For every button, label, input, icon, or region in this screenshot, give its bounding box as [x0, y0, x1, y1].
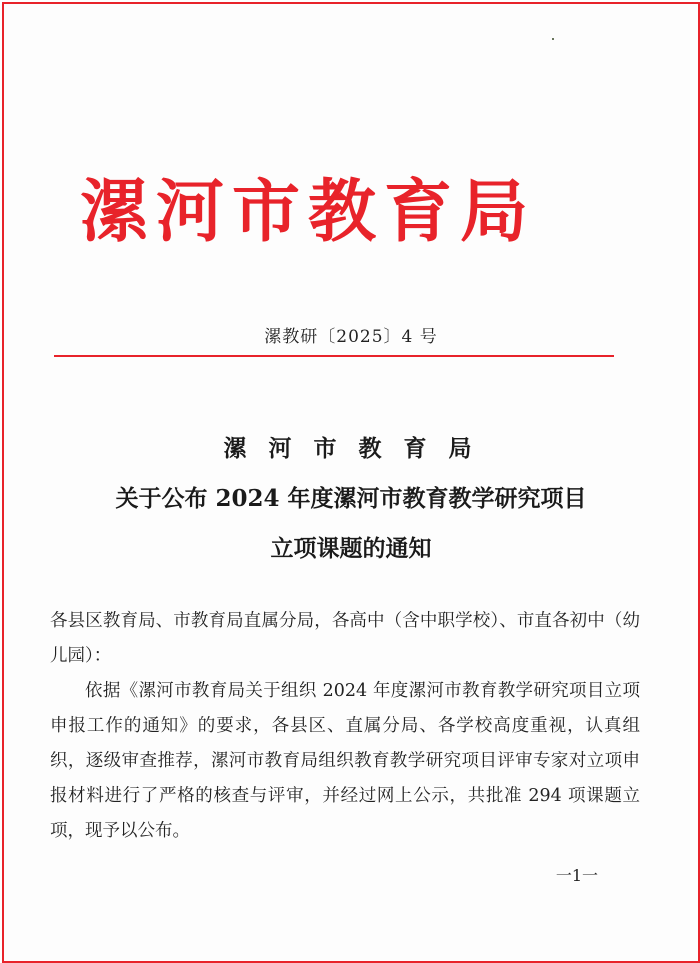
letterhead-issuer-name: 漯河市教育局 [80, 172, 537, 252]
document-title [4, 424, 698, 574]
page-number: 一1一 [555, 866, 598, 885]
title-line-subject: 关于公布 2024 年度漯河市教育教学研究项目 [115, 485, 587, 512]
document-body [50, 604, 640, 849]
body-paragraph: 依据《漯河市教育局关于组织 2024 年度漯河市教育教学研究项目立项申报工作的通知》的要求，各县区、直属分局、各学校高度重视，认真组织，逐级审查推荐，漯河市教育局组织教育教学研究项目评审专家对立项申报材料进行了严格的核查与评审，并经过网上公示，共批准 294 项课题立项，现予以公布。 [50, 681, 640, 841]
document-number: 漯教研〔2025〕4 号 [264, 327, 438, 347]
scan-speck [552, 38, 554, 40]
title-line-issuer: 漯 河 市 教 育 局 [223, 435, 479, 462]
document-page-border [2, 2, 700, 963]
letterhead-red-rule [54, 355, 614, 357]
salutation: 各县区教育局、市教育局直属分局，各高中（含中职学校）、市直各初中（幼儿园）： [50, 611, 640, 666]
document-page [4, 4, 698, 961]
title-line-subject-cont: 立项课题的通知 [270, 535, 432, 562]
